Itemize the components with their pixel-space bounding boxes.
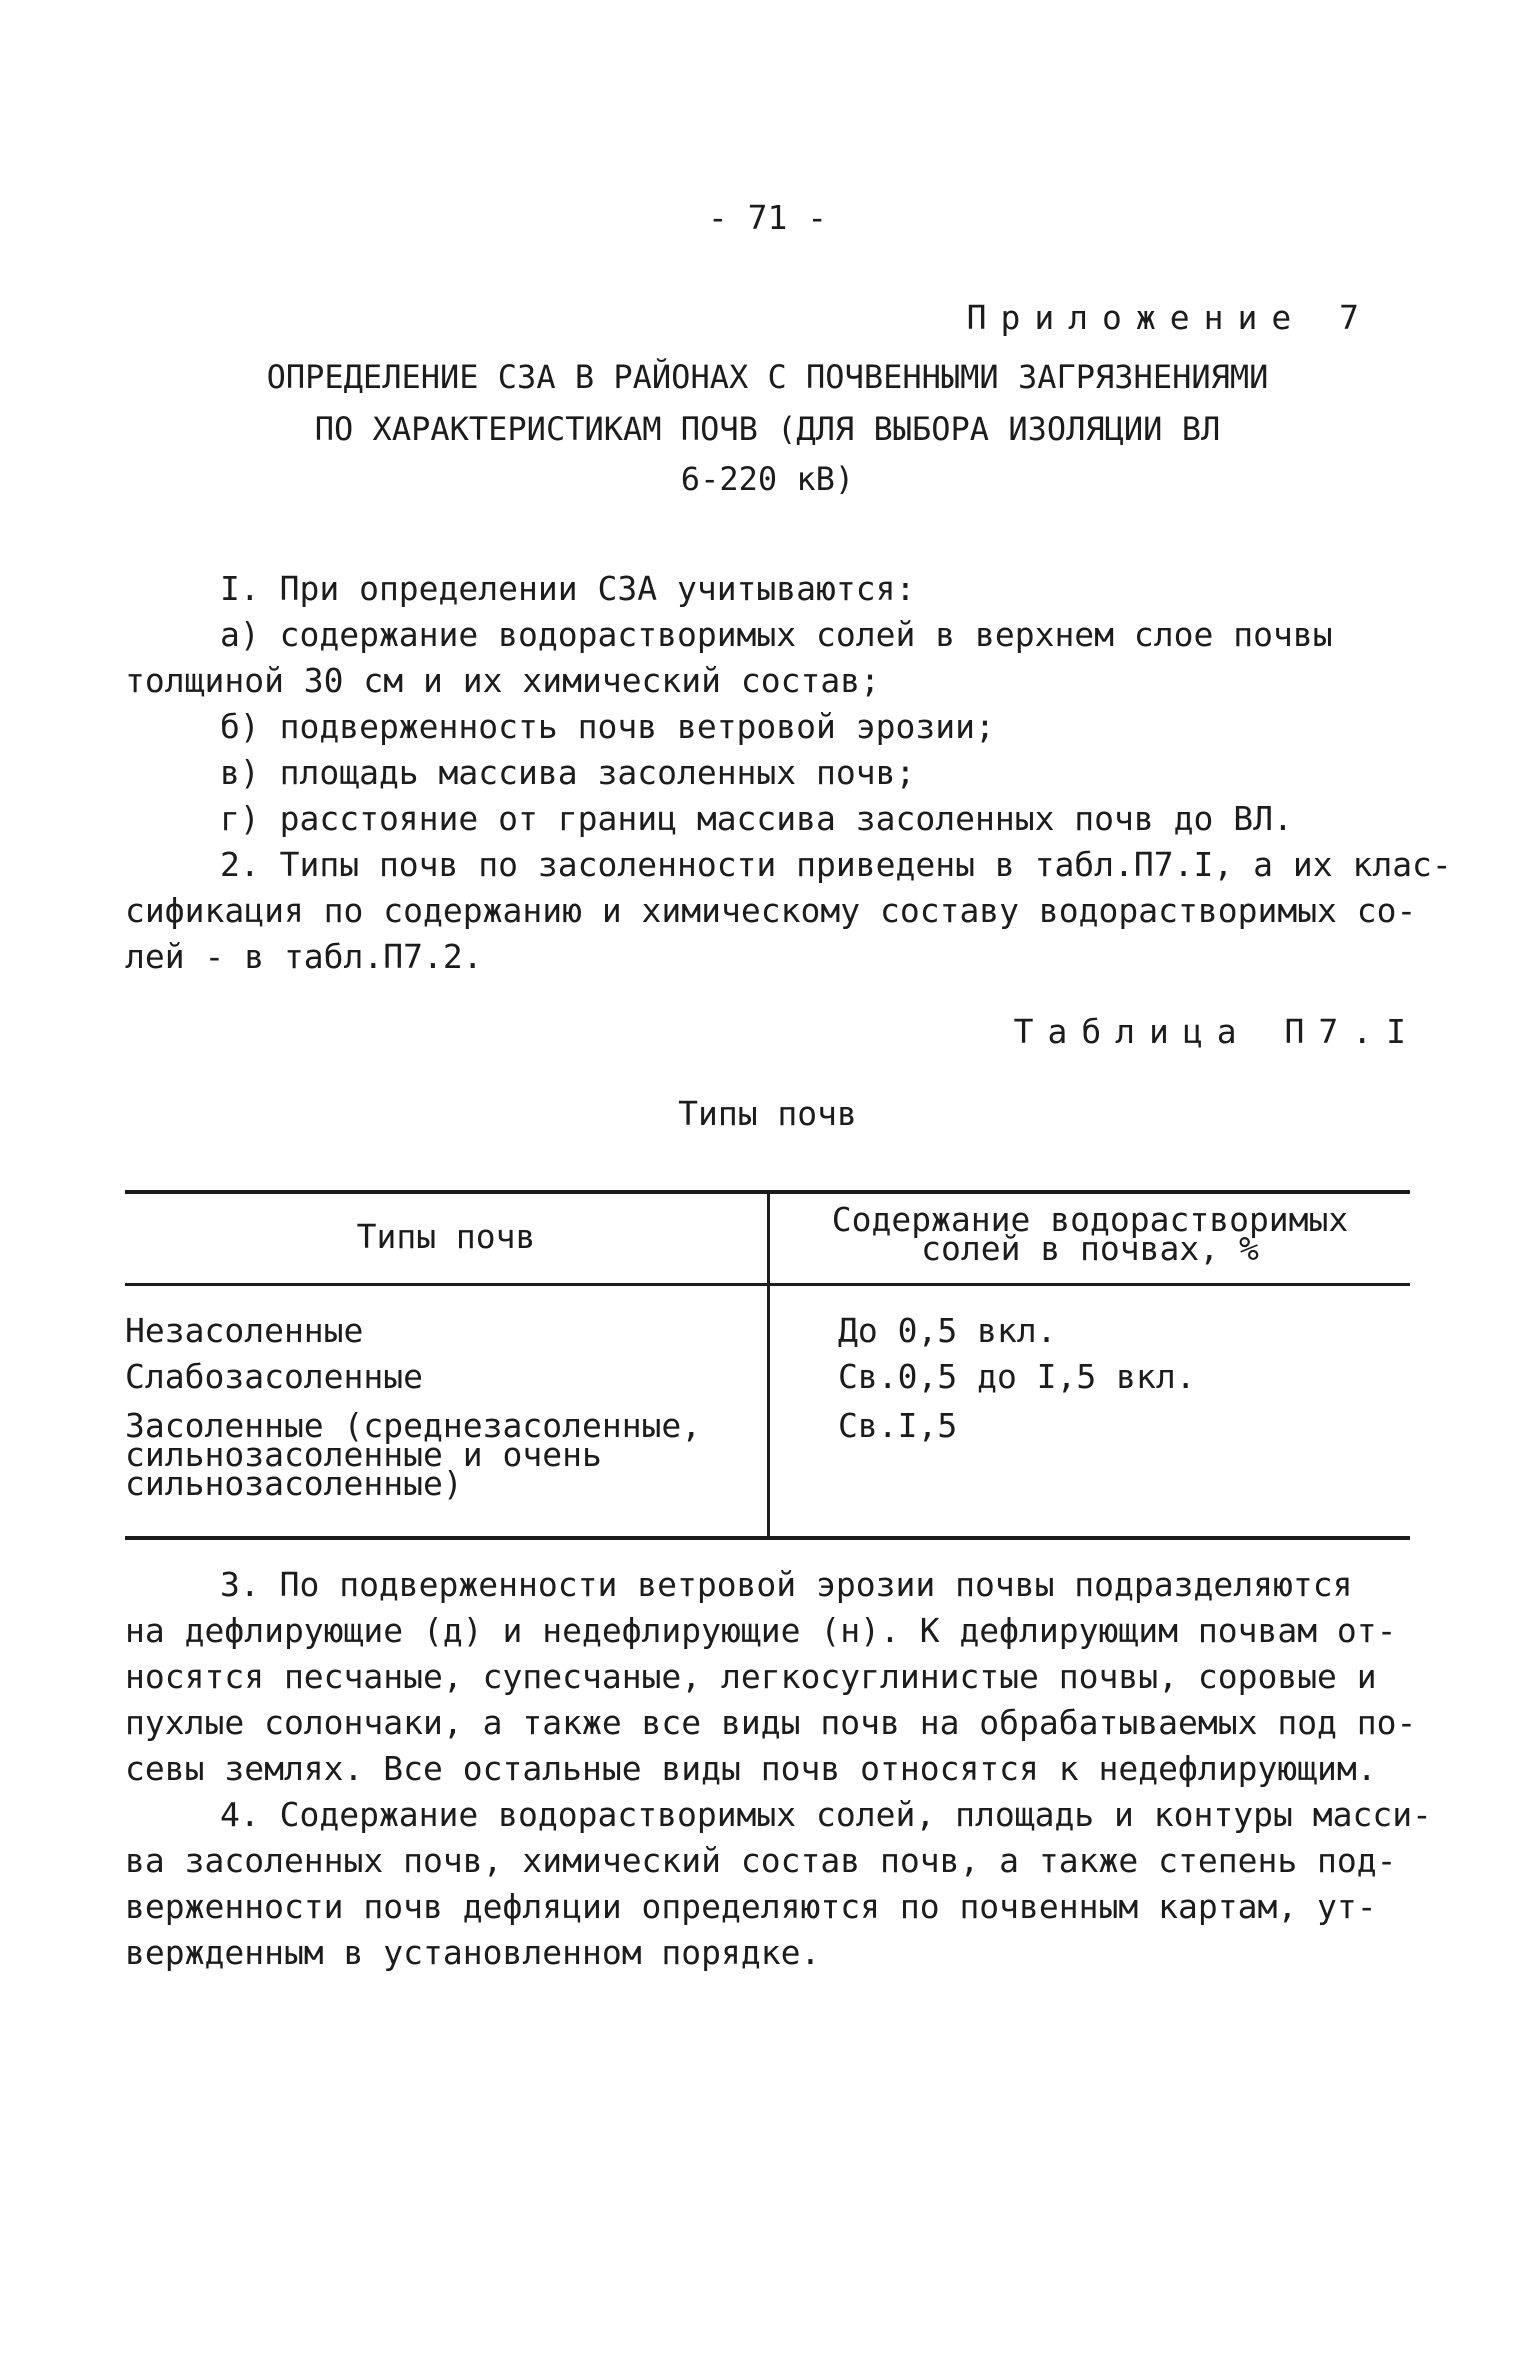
text-line: а) содержание водорастворимых солей в верхнем слое почвы: [220, 615, 1333, 654]
text-line: 2. Типы почв по засоленности приведены в табл.П7.I, а их клас-: [220, 845, 1452, 884]
text-line: г) расстояние от границ массива засоленных почв до ВЛ.: [220, 799, 1293, 838]
table-row-2-content: Св.0,5 до I,5 вкл.: [838, 1357, 1196, 1396]
text-line: севы землях. Все остальные виды почв относятся к недефлирующим.: [125, 1749, 1377, 1788]
table-row-3-type-line-1: Засоленные (среднезасоленные,: [125, 1406, 702, 1445]
title-line-2: ПО ХАРАКТЕРИСТИКАМ ПОЧВ (ДЛЯ ВЫБОРА ИЗОЛЯЦИИ ВЛ: [314, 410, 1221, 448]
text-line: ва засоленных почв, химический состав почв, а также степень под-: [125, 1841, 1397, 1880]
table-row-3-content: Св.I,5: [838, 1406, 958, 1445]
text-line: б) подверженность почв ветровой эрозии;: [220, 707, 995, 746]
table-caption: Типы почв: [678, 1094, 857, 1133]
table-row-1-type: Незасоленные: [125, 1311, 364, 1350]
title-line-1: ОПРЕДЕЛЕНИЕ СЗА В РАЙОНАХ С ПОЧВЕННЫМИ ЗАГРЯЗНЕНИЯМИ: [266, 358, 1269, 396]
table-label: Таблица П7.I: [1013, 1012, 1420, 1051]
table-row-1-content: До 0,5 вкл.: [838, 1311, 1057, 1350]
text-line: на дефлирующие (д) и недефлирующие (н). К дефлирующим почвам от-: [125, 1611, 1397, 1650]
header-salt-content-line-1: Содержание водорастворимых: [831, 1200, 1349, 1239]
text-line: I. При определении СЗА учитываются:: [220, 569, 916, 608]
text-line: толщиной 30 см и их химический состав;: [125, 661, 880, 700]
text-line: в) площадь массива засоленных почв;: [220, 753, 916, 792]
text-line: верженности почв дефляции определяются по почвенным картам, ут-: [125, 1887, 1377, 1926]
text-line: вержденным в установленном порядке.: [125, 1933, 821, 1972]
page-number: - 71 -: [707, 198, 828, 237]
table-row-3-type-line-3: сильнозасоленные): [125, 1464, 463, 1503]
text-line: сификация по содержанию и химическому составу водорастворимых со-: [125, 891, 1417, 930]
table-row-2-type: Слабозасоленные: [125, 1357, 424, 1396]
text-line: пухлые солончаки, а также все виды почв на обрабатываемых под по-: [125, 1703, 1417, 1742]
text-line: носятся песчаные, супесчаные, легкосуглинистые почвы, соровые и: [125, 1657, 1377, 1696]
header-salt-content-line-2: солей в почвах, %: [921, 1229, 1259, 1268]
table-row-3-type-line-2: сильнозасоленные и очень: [125, 1435, 602, 1474]
appendix-label: Приложение 7: [966, 298, 1373, 337]
text-line: 3. По подверженности ветровой эрозии почвы подразделяются: [220, 1565, 1353, 1604]
title-line-3: 6-220 кВ): [680, 460, 855, 498]
section-2-text: [125, 1562, 1432, 1976]
text-line: 4. Содержание водорастворимых солей, площадь и контуры масси-: [220, 1795, 1432, 1834]
text-line: лей - в табл.П7.2.: [125, 937, 483, 976]
section-1-text: [125, 566, 1452, 980]
header-soil-types: Типы почв: [356, 1217, 536, 1256]
